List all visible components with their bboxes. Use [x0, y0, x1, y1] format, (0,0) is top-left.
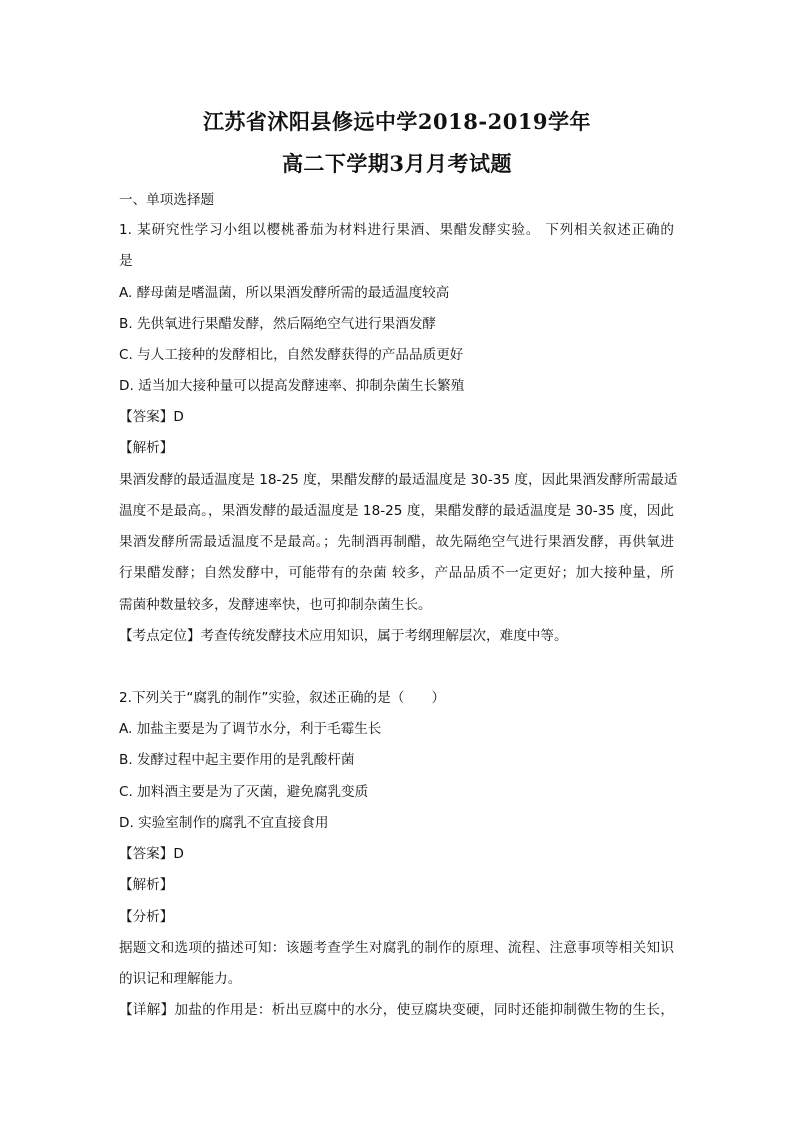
- question-1-kaodian: 【考点定位】考查传统发酵技术应用知识，属于考纲理解层次，难度中等。: [119, 628, 568, 644]
- section-heading: 一、单项选择题: [119, 192, 215, 208]
- question-1-analysis-line: 需菌种数量较多，发酵速率快，也可抑制杂菌生长。: [119, 597, 432, 613]
- question-2-fenxi-line: 的识记和理解能力。: [119, 971, 242, 987]
- question-1-stem: 1. 某研究性学习小组以樱桃番茄为材料进行果酒、果醋发酵实验。 下列相关叙述正确的: [119, 222, 674, 238]
- question-2-stem: 2.下列关于“腐乳的制作”实验，叙述正确的是（ ）: [119, 690, 446, 706]
- question-2-option-c: C. 加料酒主要是为了灭菌，避免腐乳变质: [119, 784, 369, 800]
- document-title-line-1: 江苏省沭阳县修远中学2018-2019学年: [202, 109, 592, 134]
- question-1-analysis-line: 果酒发酵所需最适温度不是最高。；先制酒再制醋，故先隔绝空气进行果酒发酵，再供氧进: [119, 534, 674, 550]
- question-1-option-c: C. 与人工接种的发酵相比，自然发酵获得的产品品质更好: [119, 347, 464, 363]
- question-1-analysis-line: 果酒发酵的最适温度是 18-25 度，果醋发酵的最适温度是 30-35 度，因此果酒发酵所需最适: [119, 472, 678, 488]
- question-2-detail: 【详解】加盐的作用是：析出豆腐中的水分，使豆腐块变硬，同时还能抑制微生物的生长，: [119, 1002, 674, 1018]
- question-1-analysis-heading: 【解析】: [119, 440, 174, 456]
- question-2-fenxi-line: 据题文和选项的描述可知：该题考查学生对腐乳的制作的原理、流程、注意事项等相关知识: [119, 940, 674, 956]
- question-2-option-a: A. 加盐主要是为了调节水分，利于毛霉生长: [119, 721, 382, 737]
- question-1-analysis-line: 行果醋发酵；自然发酵中，可能带有的杂菌 较多，产品品质不一定更好；加大接种量，所: [119, 565, 674, 581]
- question-2-analysis-heading: 【解析】: [119, 877, 174, 893]
- question-2-option-b: B. 发酵过程中起主要作用的是乳酸杆菌: [119, 752, 355, 768]
- question-1-answer: 【答案】D: [119, 409, 184, 425]
- question-1-option-b: B. 先供氧进行果醋发酵，然后隔绝空气进行果酒发酵: [119, 316, 437, 332]
- question-1-analysis-line: 温度不是最高。，果酒发酵的最适温度是 18-25 度，果醋发酵的最适温度是 30-35 度，因此: [119, 503, 674, 519]
- question-2-option-d: D. 实验室制作的腐乳不宜直接食用: [119, 815, 329, 831]
- question-2-answer: 【答案】D: [119, 846, 184, 862]
- question-1-stem-continued: 是: [119, 253, 133, 269]
- document-title-line-2: 高二下学期3月月考试题: [281, 151, 513, 176]
- question-1-option-d: D. 适当加大接种量可以提高发酵速率、抑制杂菌生长繁殖: [119, 378, 465, 394]
- question-2-fenxi-heading: 【分析】: [119, 909, 174, 925]
- question-1-option-a: A. 酵母菌是嗜温菌，所以果酒发酵所需的最适温度较高: [119, 285, 450, 301]
